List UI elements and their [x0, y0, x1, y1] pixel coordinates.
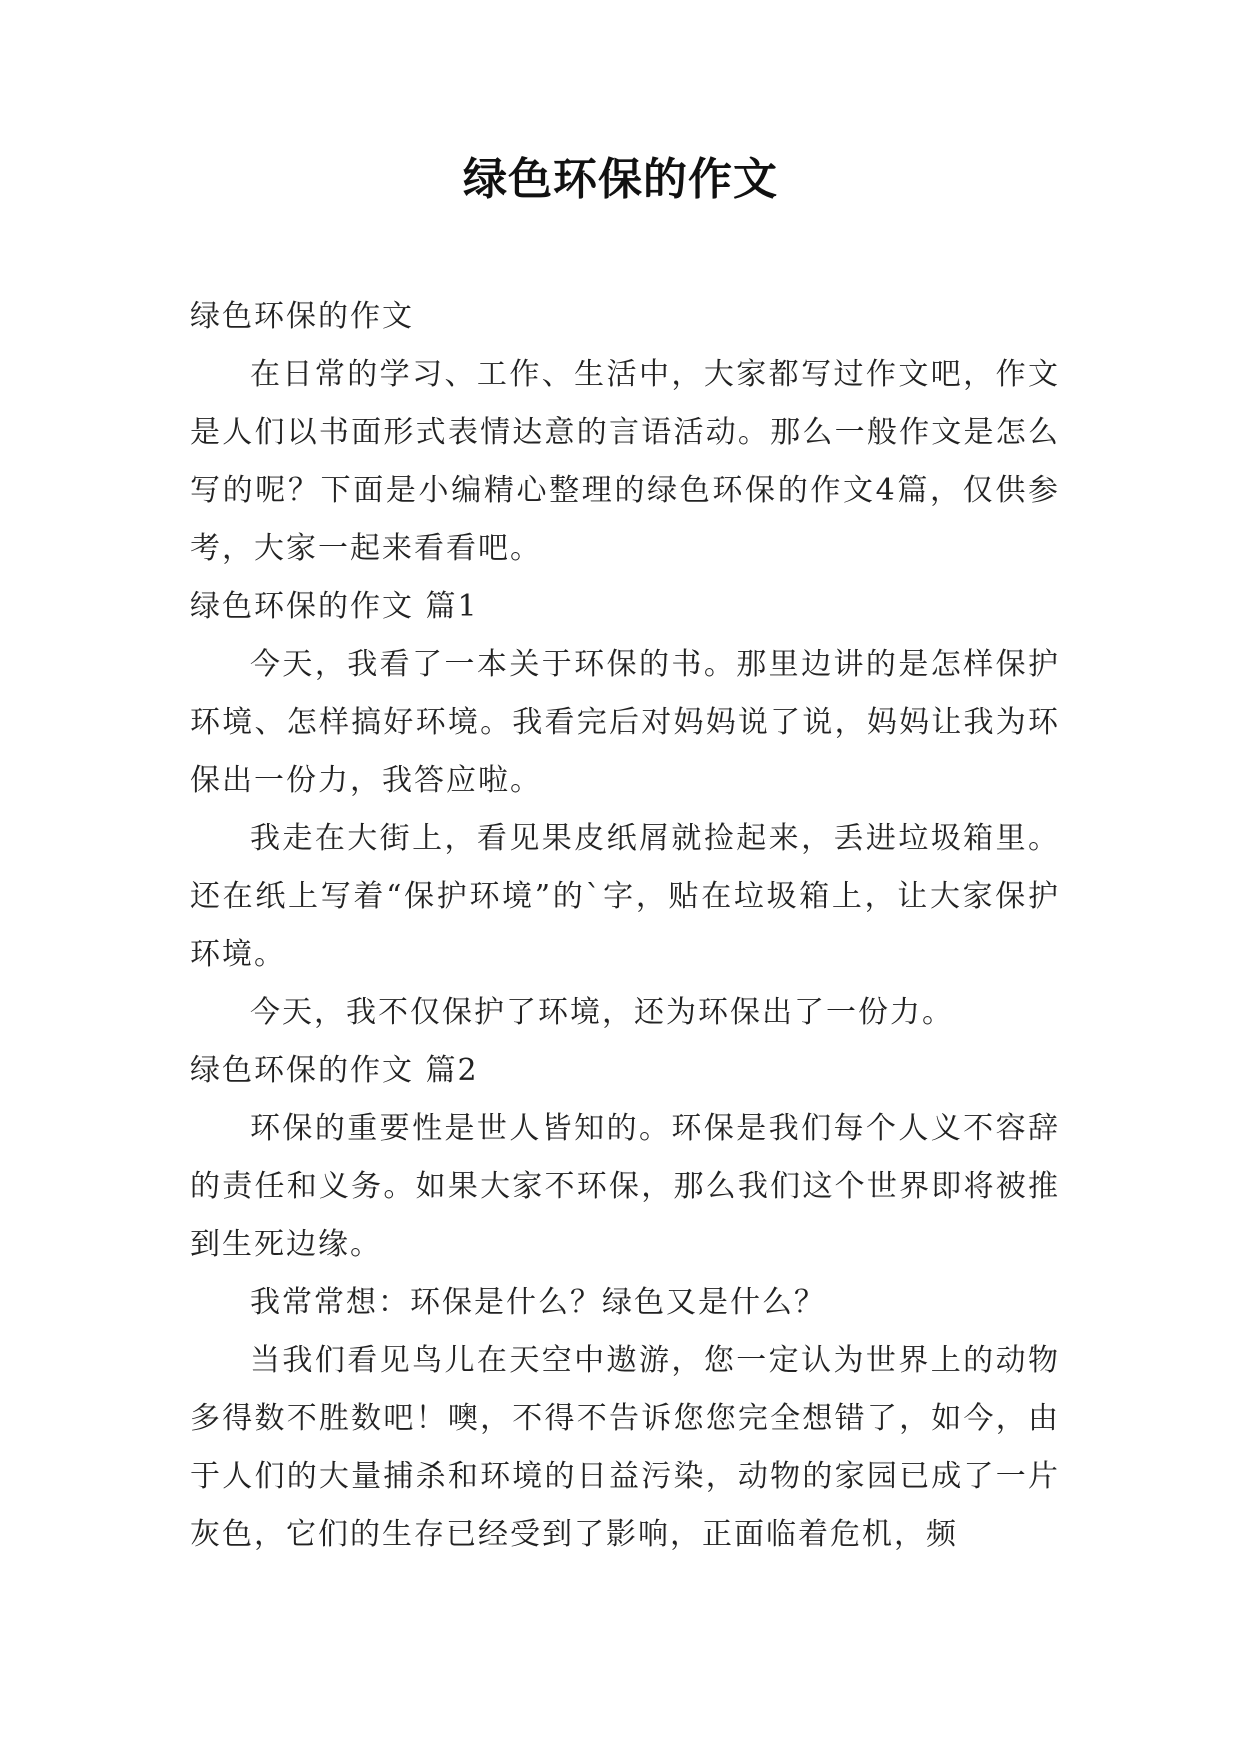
document-body [190, 288, 1060, 1564]
section-1-paragraph-2: 我走在大街上，看见果皮纸屑就捡起来，丢进垃圾箱里。还在纸上写着“保护环境”的`字，贴在垃圾箱上，让大家保护环境。 [190, 821, 1060, 972]
section-1-paragraph-1: 今天，我看了一本关于环保的书。那里边讲的是怎样保护环境、怎样搞好环境。我看完后对妈妈说了说，妈妈让我为环保出一份力，我答应啦。 [190, 647, 1060, 798]
document-subtitle: 绿色环保的作文 [190, 299, 414, 334]
section-2-paragraph-1: 环保的重要性是世人皆知的。环保是我们每个人义不容辞的责任和义务。如果大家不环保，那么我们这个世界即将被推到生死边缘。 [190, 1111, 1060, 1262]
intro-paragraph: 在日常的学习、工作、生活中，大家都写过作文吧，作文是人们以书面形式表情达意的言语活动。那么一般作文是怎么写的呢？下面是小编精心整理的绿色环保的作文4篇，仅供参考，大家一起来看看吧。 [190, 357, 1060, 566]
section-2-paragraph-3: 当我们看见鸟儿在天空中遨游，您一定认为世界上的动物多得数不胜数吧！噢，不得不告诉您您完全想错了，如今，由于人们的大量捕杀和环境的日益污染，动物的家园已成了一片灰色，它们的生存已经受到了影响，正面临着危机，频 [190, 1343, 1060, 1552]
section-1-paragraph-3: 今天，我不仅保护了环境，还为环保出了一份力。 [250, 995, 954, 1030]
section-1-heading: 绿色环保的作文 篇1 [190, 589, 479, 624]
section-2-paragraph-2: 我常常想：环保是什么？绿色又是什么？ [250, 1285, 826, 1320]
document-title: 绿色环保的作文 [463, 154, 778, 205]
section-2-heading: 绿色环保的作文 篇2 [190, 1053, 479, 1088]
